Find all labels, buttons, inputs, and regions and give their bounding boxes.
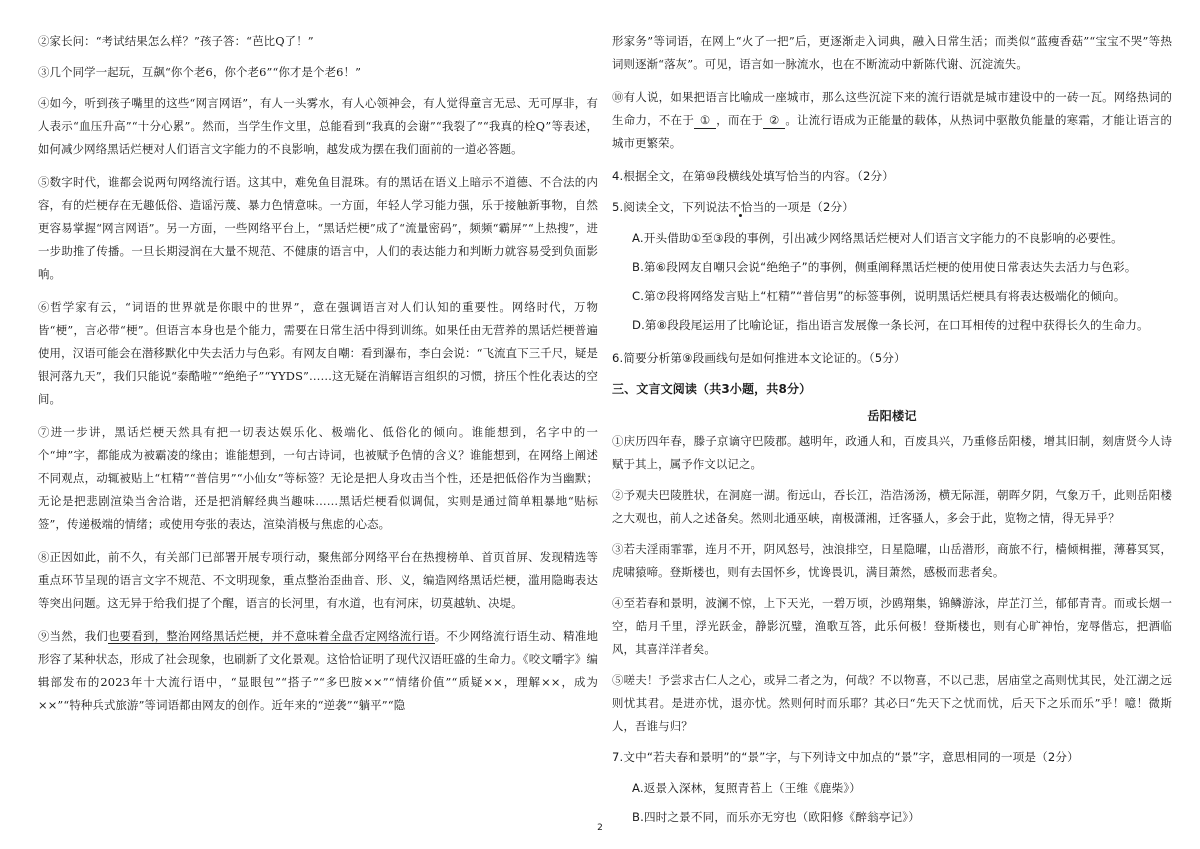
blank-2: ② [763,112,785,129]
passage-title: 岳阳楼记 [867,409,917,423]
option-5c: C.第⑦段将网络发言贴上“杠精”“普信男”的标签事例，说明黑话烂梗具有将表达极端化的倾向。 [632,289,1126,303]
classical-paragraph-2: ②予观夫巴陵胜状，在洞庭一湖。衔远山，吞长江，浩浩汤汤，横无际涯，朝晖夕阴，气象万千，此则岳阳楼之大观也，前人之述备矣。然则北通巫峡，南极潇湘，迁客骚人，多会于此，览物之情，得无异乎？ [612,488,1172,525]
paragraph-8: ⑧正因如此，前不久，有关部门已部署开展专项行动，聚焦部分网络平台在热搜榜单、首页首屏、发现精选等重点环节呈现的语言文字不规范、不文明现象，重点整治歪曲音、形、义，编造网络黑话烂梗，滥用隐晦表达等突出问题。这无异于给我们提了个醒，语言的长河里，有水道，也有河床，切莫越轨、决堤。 [38,550,598,610]
paragraph-10-mid: ，而在于 [716,113,764,127]
paragraph-9-rest: 。不少网络流行语生动、精准地形容了某种状态，形成了社会现象，也刷新了文化景观。这恰恰证明了现代汉语旺盛的生命力。《咬文嚼字》编辑部发布的2023年十大流行语中，“显眼包”“搭子”“多巴胺××”“情绪价值”“质疑××，理解××，成为××”“特种兵式旅游”等词语都由网友的创作。近年来的“逆袭”“躺平”“隐 [38,629,598,712]
paragraph-6: ⑥哲学家有云，“词语的世界就是你眼中的世界”，意在强调语言对人们认知的重要性。网络时代，万物皆“梗”，言必带“梗”。但语言本身也是个能力，需要在日常生活中得到训练。如果任由无营养的黑话烂梗普遍使用，汉语可能会在潜移默化中失去活力与色彩。有网友自嘲：看到瀑布，李白会说：“飞流直下三千尺，疑是银河落九天”，我们只能说“泰酷啦”“绝绝子”“YYDS”……这无疑在消解语言组织的习惯，挤压个性化表达的空间。 [38,300,598,406]
question-5-end: 当的一项是（2分） [752,200,855,214]
classical-paragraph-1: ①庆历四年春，滕子京谪守巴陵郡。越明年，政通人和，百废具兴，乃重修岳阳楼，增其旧制，刻唐贤今人诗赋于其上，属予作文以记之。 [612,434,1172,471]
page-number: 2 [597,823,603,833]
option-5d: D.第⑧段段尾运用了比喻论证，指出语言发展像一条长河，在口耳相传的过程中获得长久的生命力。 [632,318,1149,332]
question-5-start: 5.阅读全文，下列说法 [612,200,730,214]
question-6: 6.简要分析第⑨段画线句是如何推进本文论证的。（5分） [612,351,906,365]
option-5b: B.第⑥段网友自嘲只会说“绝绝子”的事例，侧重阐释黑话烂梗的使用使日常表达失去活力与色彩。 [632,260,1137,274]
question-4: 4.根据全文，在第⑩段横线处填写恰当的内容。（2分） [612,169,894,183]
classical-paragraph-4: ④至若春和景明，波澜不惊，上下天光，一碧万顷，沙鸥翔集，锦鳞游泳，岸芷汀兰，郁郁青青。而或长烟一空，皓月千里，浮光跃金，静影沉璧，渔歌互答，此乐何极！登斯楼也，则有心旷神怡，宠辱偕忘，把酒临风，其喜洋洋者矣。 [612,596,1172,656]
section-heading: 三、文言文阅读（共3小题，共8分） [612,382,812,396]
underlined-sentence: 也要看到，整治网络黑话烂梗，并不意味着全盘否定网络流行语 [108,629,435,643]
paragraph-4: ④如今，听到孩子嘴里的这些“网言网语”，有人一头雾水，有人心领神会，有人觉得童言无忌、无可厚非，有人表示“血压升高”“十分心累”。然而，当学生作文里，总能看到“我真的会谢”“我裂了”“我真的栓Q”等表述，如何减少网络黑话烂梗对人们语言文字能力的不良影响，越发成为摆在我们面前的一道必答题。 [38,96,598,156]
paragraph-10-end: 。让流行语成为正能量的载体，从热词中驱散负能量的寒霜，才能让语言的城市更繁荣。 [612,113,1172,150]
paragraph-10-start: ⑩有人说，如果把语言比喻成一座城市，那么这些沉淀下来的流行语就是城市建设中的一砖一瓦。网络热词的生命力，不在于 [612,90,1172,127]
emphasis-dotted: 不恰 [729,200,753,214]
question-5 [612,196,1172,219]
option-7a: A.返景入深林，复照青苔上（王维《鹿柴》） [632,781,862,795]
paragraph-7: ⑦进一步讲，黑话烂梗天然具有把一切表达娱乐化、极端化、低俗化的倾向。谁能想到，名字中的一个“坤”字，都能成为被霸凌的缘由；谁能想到，一句古诗词，也被赋予色情的含义？谁能想到，在网络上阐述不同观点，动辄被贴上“杠精”“普信男”“小仙女”等标签？无论是把人身攻击当个性，还是把低俗作为当幽默；无论是把悲剧渲染当舍洽谐，还是把消解经典当趣味……黑话烂梗看似调侃，实则是通过简单粗暴地“贴标签”，传递极端的情绪；或使用夸张的表达，渲染消极与焦虑的心态。 [38,425,598,531]
question-7: 7.文中“若夫春和景明”的“景”字，与下列诗文中加点的“景”字，意思相同的一项是（2分） [612,750,1079,764]
option-7b: B.四时之景不同，而乐亦无穷也（欧阳修《醉翁亭记》） [632,810,920,824]
paragraph-2: ②家长问：“考试结果怎么样？”孩子答：“芭比Q了！” [38,34,314,48]
paragraph-3: ③几个同学一起玩，互飙“你个老6，你个老6”“你才是个老6！” [38,65,362,79]
classical-paragraph-3: ③若夫淫雨霏霏，连月不开，阴风怒号，浊浪排空，日星隐曜，山岳潜形，商旅不行，樯倾楫摧，薄暮冥冥，虎啸猿啼。登斯楼也，则有去国怀乡，忧谗畏讥，满目萧然，感极而悲者矣。 [612,542,1172,579]
paragraph-9-continued: 形家务”等词语，在网上“火了一把”后，更逐渐走入词典，融入日常生活；而类似“蓝瘦香菇”“宝宝不哭”等热词则逐渐“落灰”。可见，语言如一脉流水，也在不断流动中新陈代谢、沉淀流失。 [612,34,1172,71]
paragraph-5: ⑤数字时代，谁都会说两句网络流行语。这其中，难免鱼目混珠。有的黑话在语义上暗示不道德、不合法的内容，有的烂梗存在无趣低俗、造谣污蔑、暴力色情意味。一方面，年轻人学习能力强，乐于接触新事物，自然更容易掌握“网言网语”。另一方面，一些网络平台上，“黑话烂梗”成了“流量密码”，频频“霸屏”“上热搜”，进一步助推了传播。一旦长期浸润在大量不规范、不健康的语言中，人们的表达能力和判断力就容易受到负面影响。 [38,175,598,281]
paragraph-9-start: ⑨当然，我们 [38,629,109,643]
option-5a: A.开头借助①至③段的事例，引出减少网络黑话烂梗对人们语言文字能力的不良影响的必要性。 [632,231,1123,245]
left-column [38,30,598,727]
paragraph-10 [612,86,1172,155]
blank-1: ① [694,112,716,129]
right-column [612,30,1172,835]
paragraph-9 [38,625,598,717]
classical-paragraph-5: ⑤嗟夫！予尝求古仁人之心，或异二者之为，何哉？不以物喜，不以己悲，居庙堂之高则忧其民，处江湖之远则忧其君。是进亦忧，退亦忧。然则何时而乐耶？其必曰“先天下之忧而忧，后天下之乐而乐”乎！噫！微斯人，吾谁与归？ [612,673,1172,733]
